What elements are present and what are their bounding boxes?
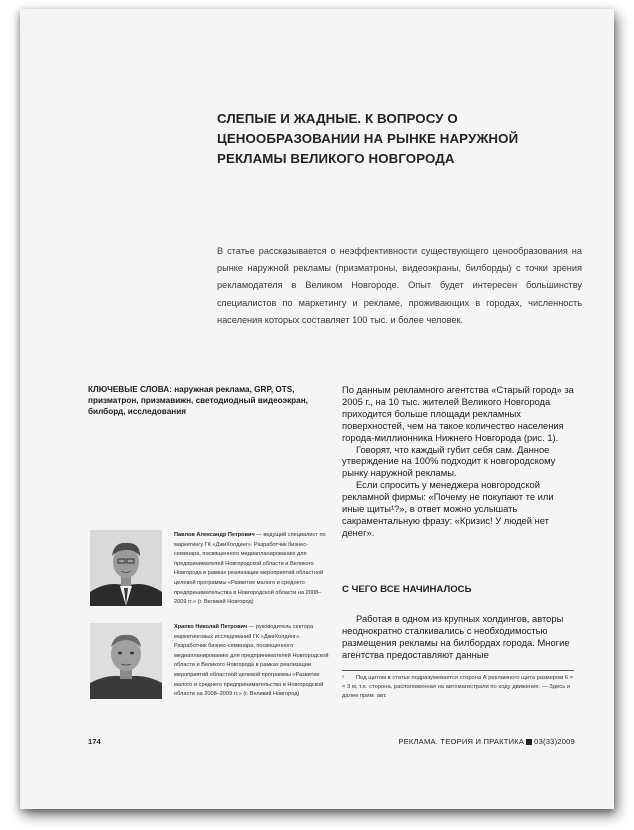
author-bio (174, 531, 329, 608)
author-photo (90, 623, 162, 699)
running-footer (398, 737, 575, 746)
author-photo (90, 530, 162, 606)
body-column-top (342, 384, 574, 539)
author-name: Храпко Николай Петрович (174, 624, 248, 630)
author-portrait-icon (90, 623, 162, 699)
body-column-bottom (342, 613, 574, 661)
author-portrait-icon (90, 530, 162, 606)
square-bullet-icon (526, 739, 532, 745)
section-heading: С ЧЕГО ВСЕ НАЧИНАЛОСЬ (342, 584, 472, 595)
magazine-page (20, 9, 614, 809)
page-number: 174 (88, 737, 101, 746)
author-description: — руководитель сектора маркетинговых исследований ГК «ДжиХолдинг». Разработчик бизнес-семинара, посвященного медиапланированию для предпринимателей Новгородской области и Великого Новгорода в рамках реализации мероприятий областной целевой программы «Развитие малого и среднего предпринимательства в Новгородской области на 2008–2009 гг.» (г. Великий Новгород) (174, 624, 329, 698)
author-bio (174, 623, 329, 700)
keywords-label: КЛЮЧЕВЫЕ СЛОВА: (88, 385, 172, 394)
footnote (342, 674, 574, 701)
author-name: Павлов Александр Петрович (174, 532, 255, 538)
footnote-mark: ¹ (342, 675, 344, 681)
article-abstract: В статье рассказывается о неэффективности существующего ценообразования на рынке наружной рекламы (призматроны, видеоэкраны, билборды) с точки зрения рекламодателя в Великом Новгороде. Опыт будет интересен большинству специалистов по маркетингу и рекламе, проживающих в городах, численность населения которых составляет 100 тыс. и более человек. (217, 246, 582, 325)
footnote-text: Под щитом в статье подразумевается сторона А рекламного щита размером 6 × × 3 м, т.е. сторона, расположенная на автомагистрали по ходу движения. — Здесь и далее прим. авт. (342, 675, 574, 699)
issue-number: 03(33)2009 (534, 737, 575, 746)
body-paragraph: Если спросить у менеджера новгородской рекламной фирмы: «Почему не покупают те или иные щиты¹?», в ответ можно услышать сакраментальную фразу: «Кризис! У людей нет денег». (342, 479, 554, 538)
footnote-rule (342, 670, 574, 671)
keywords-block (88, 384, 328, 417)
body-paragraph: По данным рекламного агентства «Старый город» за 2005 г., на 10 тыс. жителей Великого Новгорода приходится больше площади рекламных поверхностей, чем на такое количество населения города-миллионника Нижнего Новгорода (рис. 1). (342, 384, 574, 443)
author-description: — ведущий специалист по маркетингу ГК «ДжиХолдинг». Разработчик бизнес-семинара, посвященного медиапланированию для предпринимателей Новгородской области и Великого Новгорода в рамках реализации мероприятий областной целевой программы «Развитие малого и среднего предпринимательства в Новгородской области на 2008–2009 гг.» (г. Великий Новгород) (174, 532, 326, 606)
keywords-list: наружная реклама, GRP, OTS, призматрон, призмавижн, светодиодный видеоэкран, билборд, исследования (88, 385, 308, 416)
body-paragraph: Говорят, что каждый губит себя сам. Данное утверждение на 100% подходит к новгородскому рынку наружной рекламы. (342, 443, 556, 479)
journal-name: РЕКЛАМА. ТЕОРИЯ И ПРАКТИКА (398, 737, 525, 746)
article-title: СЛЕПЫЕ И ЖАДНЫЕ. К ВОПРОСУ О ЦЕНООБРАЗОВАНИИ НА РЫНКЕ НАРУЖНОЙ РЕКЛАМЫ ВЕЛИКОГО НОВГОРОДА (217, 111, 519, 166)
body-paragraph: Работая в одном из крупных холдингов, авторы неоднократно сталкивались с необходимостью размещения рекламы на билбордах города. Многие агентства предоставляют данные (342, 613, 570, 660)
